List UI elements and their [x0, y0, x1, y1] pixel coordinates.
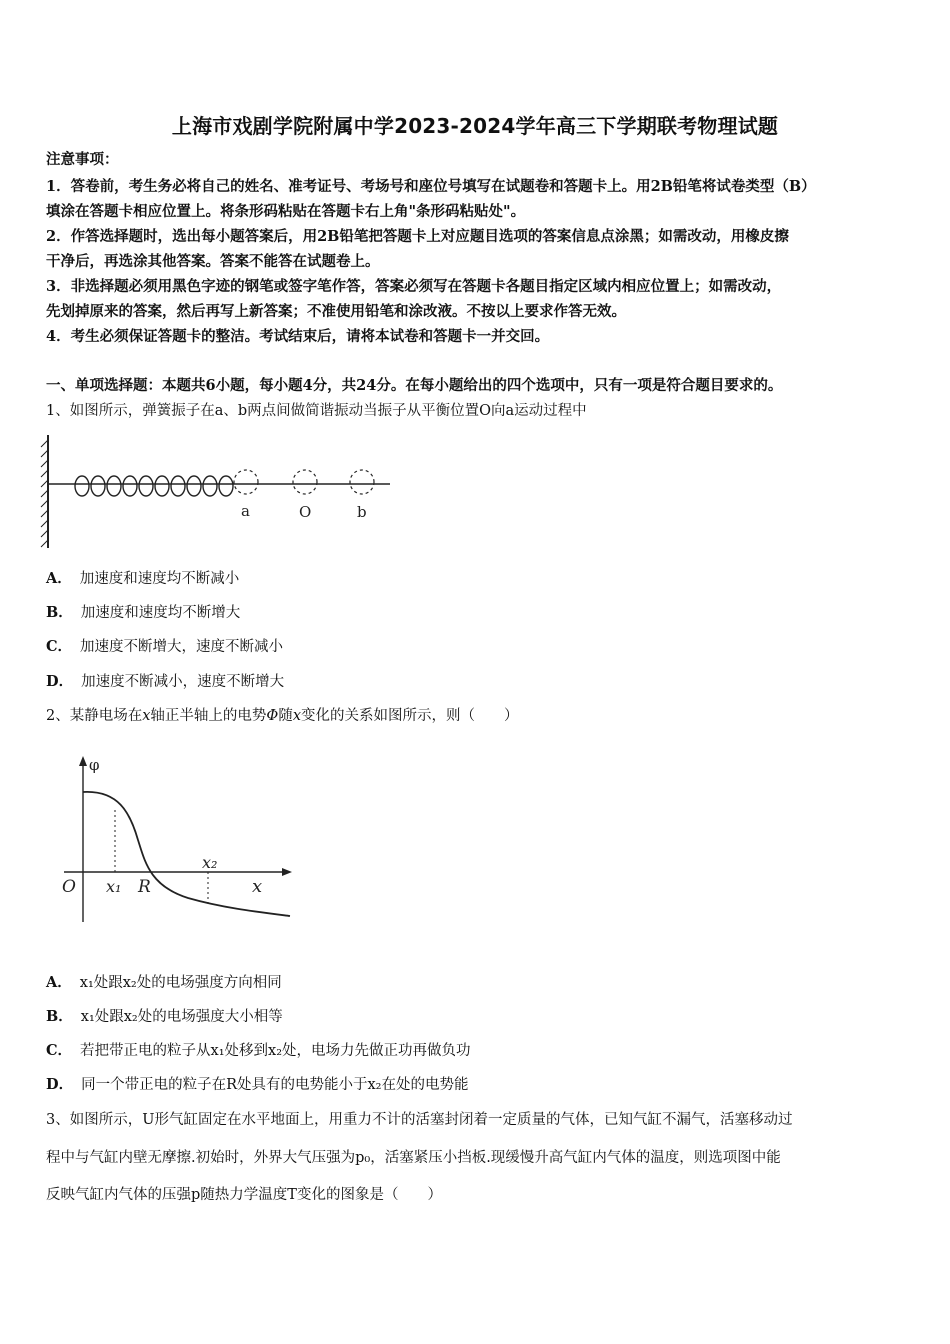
- notice-line: 2．作答选择题时，选出每小题答案后，用2B铅笔把答题卡上对应题目选项的答案信息点涂黑；如需改动，用橡皮擦: [46, 228, 789, 245]
- question-1-stem: 1、如图所示，弹簧振子在a、b两点间做简谐振动当振子从平衡位置O向a运动过程中: [46, 403, 587, 419]
- spring-oscillator-figure: [40, 430, 400, 555]
- position-a-circle: [234, 470, 258, 494]
- axis-label-x: x: [252, 876, 263, 897]
- question-3-stem-line: 3、如图所示，U形气缸固定在水平地面上，用重力不计的活塞封闭着一定质量的气体，已知气缸不漏气，活塞移动过: [46, 1112, 793, 1128]
- q2-option-d[interactable]: D． 同一个带正电的粒子在R处具有的电势能小于x₂在处的电势能: [46, 1076, 469, 1093]
- notice-line: 干净后，再选涂其他答案。答案不能答在试题卷上。: [46, 253, 380, 270]
- position-b-circle: [350, 470, 374, 494]
- spring-coil: [75, 476, 233, 496]
- q2-option-c[interactable]: C． 若把带正电的粒子从x₁处移到x₂处，电场力先做正功再做负功: [46, 1042, 471, 1059]
- q2-option-a[interactable]: A． x₁处跟x₂处的电场强度方向相同: [46, 974, 282, 991]
- notice-line: 填涂在答题卡相应位置上。将条形码粘贴在答题卡右上角"条形码粘贴处"。: [46, 203, 526, 220]
- page-title: 上海市戏剧学院附属中学2023-2024学年高三下学期联考物理试题: [171, 114, 779, 138]
- q1-option-d[interactable]: D． 加速度不断减小，速度不断增大: [46, 673, 285, 690]
- q1-option-c[interactable]: C． 加速度不断增大，速度不断减小: [46, 638, 284, 655]
- notice-line: 3．非选择题必须用黑色字迹的钢笔或签字笔作答，答案必须写在答题卡各题目指定区域内相应位置上；如需改动，: [46, 278, 782, 295]
- question-2-stem: 2、某静电场在x轴正半轴上的电势Φ随x变化的关系如图所示，则（ ）: [46, 708, 519, 724]
- question-3-stem-line: 反映气缸内气体的压强p随热力学温度T变化的图象是（ ）: [46, 1187, 442, 1203]
- section-heading: 一、单项选择题：本题共6小题，每小题4分，共24分。在每小题给出的四个选项中，只有一项是符合题目要求的。: [46, 377, 783, 394]
- position-o-circle: [293, 470, 317, 494]
- label-a: a: [241, 502, 250, 520]
- label-b: b: [357, 503, 367, 521]
- q1-option-b[interactable]: B． 加速度和速度均不断增大: [46, 604, 241, 621]
- label-o: O: [299, 503, 312, 521]
- x1-label: x₁: [106, 877, 122, 896]
- notice-line: 4．考生必须保证答题卡的整洁。考试结束后，请将本试卷和答题卡一并交回。: [46, 328, 550, 345]
- origin-label: O: [62, 877, 76, 897]
- potential-curve: [83, 792, 290, 916]
- notice-line: 1．答卷前，考生务必将自己的姓名、准考证号、考场号和座位号填写在试题卷和答题卡上。用2B铅笔将试卷类型（B）: [46, 178, 816, 195]
- notice-line: 先划掉原来的答案，然后再写上新答案；不准使用铅笔和涂改液。不按以上要求作答无效。: [46, 303, 626, 320]
- potential-graph-figure: [58, 752, 298, 932]
- question-3-stem-line: 程中与气缸内壁无摩擦.初始时，外界大气压强为p₀，活塞紧压小挡板.现缓慢升高气缸内气体的温度，则选项图中能: [46, 1150, 781, 1166]
- axis-label-phi: φ: [89, 756, 100, 774]
- q1-option-a[interactable]: A． 加速度和速度均不断减小: [46, 570, 240, 587]
- notice-heading: 注意事项：: [46, 151, 119, 168]
- r-label: R: [138, 877, 151, 897]
- x2-label: x₂: [202, 853, 218, 872]
- q2-option-b[interactable]: B． x₁处跟x₂处的电场强度大小相等: [46, 1008, 283, 1025]
